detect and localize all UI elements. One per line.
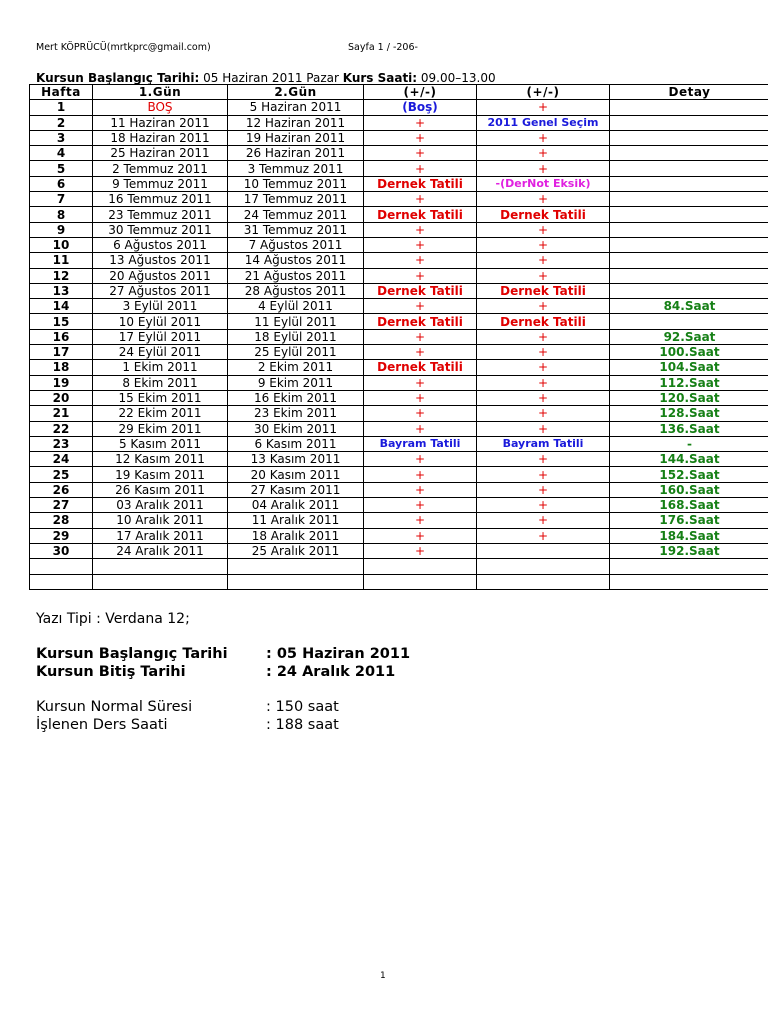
table-row (30, 467, 768, 482)
day1-cell: 5 Kasım 2011 (93, 436, 228, 451)
status1-cell: + (364, 222, 477, 237)
day1-cell: 25 Haziran 2011 (93, 146, 228, 161)
detail-cell: 104.Saat (610, 360, 768, 375)
day2-cell (228, 574, 364, 589)
summary-start-label: Kursun Başlangıç Tarihi (36, 646, 228, 662)
summary-taught (36, 717, 339, 733)
week-cell: 26 (30, 482, 93, 497)
detail-cell (610, 207, 768, 222)
table-row (30, 543, 768, 558)
status2-cell: -(DerNot Eksik) (477, 176, 610, 191)
status2-cell: 2011 Genel Seçim (477, 115, 610, 130)
week-cell: 11 (30, 253, 93, 268)
day2-cell: 6 Kasım 2011 (228, 436, 364, 451)
col-header-status1: (+/-) (364, 85, 477, 100)
status2-cell (477, 543, 610, 558)
summary-start-value: : 05 Haziran 2011 (266, 646, 411, 662)
table-row (30, 283, 768, 298)
table-row (30, 161, 768, 176)
table-row (30, 222, 768, 237)
status1-cell: + (364, 513, 477, 528)
status2-cell: + (477, 130, 610, 145)
day1-cell: 13 Ağustos 2011 (93, 253, 228, 268)
course-time-value: 09.00–13.00 (417, 71, 496, 85)
day1-cell: 24 Aralık 2011 (93, 543, 228, 558)
course-info-line (36, 71, 496, 85)
col-header-detail: Detay (610, 85, 768, 100)
day2-cell: 19 Haziran 2011 (228, 130, 364, 145)
status2-cell: + (477, 237, 610, 252)
detail-cell (610, 237, 768, 252)
status1-cell: Dernek Tatili (364, 283, 477, 298)
status2-cell: + (477, 192, 610, 207)
week-cell: 15 (30, 314, 93, 329)
status2-cell: + (477, 222, 610, 237)
detail-cell: 144.Saat (610, 452, 768, 467)
day1-cell: 9 Temmuz 2011 (93, 176, 228, 191)
week-cell: 16 (30, 329, 93, 344)
day2-cell: 18 Eylül 2011 (228, 329, 364, 344)
status2-cell: + (477, 345, 610, 360)
day2-cell: 24 Temmuz 2011 (228, 207, 364, 222)
day1-cell: 10 Aralık 2011 (93, 513, 228, 528)
week-cell: 12 (30, 268, 93, 283)
day1-cell: 17 Aralık 2011 (93, 528, 228, 543)
week-cell (30, 574, 93, 589)
day2-cell: 5 Haziran 2011 (228, 100, 364, 115)
table-row (30, 146, 768, 161)
day2-cell: 21 Ağustos 2011 (228, 268, 364, 283)
table-row (30, 559, 768, 574)
week-cell: 28 (30, 513, 93, 528)
status1-cell: + (364, 268, 477, 283)
status2-cell: + (477, 467, 610, 482)
status2-cell: + (477, 100, 610, 115)
day1-cell: 03 Aralık 2011 (93, 498, 228, 513)
table-row (30, 237, 768, 252)
status2-cell: + (477, 482, 610, 497)
table-row (30, 314, 768, 329)
day1-cell: 3 Eylül 2011 (93, 299, 228, 314)
detail-cell: 120.Saat (610, 390, 768, 405)
week-cell: 10 (30, 237, 93, 252)
day1-cell: 24 Eylül 2011 (93, 345, 228, 360)
status1-cell: + (364, 146, 477, 161)
header-author: Mert KÖPRÜCÜ(mrtkprc@gmail.com) (36, 42, 211, 53)
status2-cell: + (477, 299, 610, 314)
table-row (30, 192, 768, 207)
week-cell: 13 (30, 283, 93, 298)
status1-cell: + (364, 482, 477, 497)
day1-cell: 20 Ağustos 2011 (93, 268, 228, 283)
week-cell: 20 (30, 390, 93, 405)
day1-cell (93, 559, 228, 574)
detail-cell: 176.Saat (610, 513, 768, 528)
week-cell: 25 (30, 467, 93, 482)
status1-cell: Dernek Tatili (364, 360, 477, 375)
day2-cell (228, 559, 364, 574)
summary-taught-label: İşlenen Ders Saati (36, 717, 168, 733)
status2-cell: + (477, 161, 610, 176)
detail-cell (610, 146, 768, 161)
detail-cell: 192.Saat (610, 543, 768, 558)
status2-cell: + (477, 253, 610, 268)
status2-cell: + (477, 513, 610, 528)
course-time-label: Kurs Saati: (342, 71, 418, 85)
week-cell: 23 (30, 436, 93, 451)
day1-cell: 6 Ağustos 2011 (93, 237, 228, 252)
col-header-status2: (+/-) (477, 85, 610, 100)
status2-cell: + (477, 390, 610, 405)
detail-cell (610, 176, 768, 191)
status1-cell: + (364, 528, 477, 543)
day1-cell: 30 Temmuz 2011 (93, 222, 228, 237)
day2-cell: 2 Ekim 2011 (228, 360, 364, 375)
status1-cell: + (364, 130, 477, 145)
table-row (30, 528, 768, 543)
status1-cell: + (364, 498, 477, 513)
day2-cell: 17 Temmuz 2011 (228, 192, 364, 207)
day2-cell: 11 Eylül 2011 (228, 314, 364, 329)
status1-cell: + (364, 299, 477, 314)
table-row (30, 406, 768, 421)
detail-cell: 92.Saat (610, 329, 768, 344)
summary-end-label: Kursun Bitiş Tarihi (36, 664, 186, 680)
table-row (30, 299, 768, 314)
week-cell: 2 (30, 115, 93, 130)
table-row (30, 513, 768, 528)
status1-cell: (Boş) (364, 100, 477, 115)
status1-cell: + (364, 421, 477, 436)
status1-cell: + (364, 543, 477, 558)
day2-cell: 27 Kasım 2011 (228, 482, 364, 497)
detail-cell: 112.Saat (610, 375, 768, 390)
table-row (30, 452, 768, 467)
status1-cell: + (364, 329, 477, 344)
day2-cell: 7 Ağustos 2011 (228, 237, 364, 252)
status2-cell: + (477, 375, 610, 390)
day2-cell: 16 Ekim 2011 (228, 390, 364, 405)
week-cell: 3 (30, 130, 93, 145)
week-cell (30, 559, 93, 574)
status2-cell (477, 574, 610, 589)
week-cell: 8 (30, 207, 93, 222)
col-header-day1: 1.Gün (93, 85, 228, 100)
week-cell: 21 (30, 406, 93, 421)
week-cell: 14 (30, 299, 93, 314)
detail-cell: 136.Saat (610, 421, 768, 436)
detail-cell: - (610, 436, 768, 451)
day1-cell: 17 Eylül 2011 (93, 329, 228, 344)
header-page: Sayfa 1 / -206- (348, 42, 418, 53)
status2-cell: + (477, 421, 610, 436)
day1-cell: 23 Temmuz 2011 (93, 207, 228, 222)
status2-cell: Bayram Tatili (477, 436, 610, 451)
week-cell: 5 (30, 161, 93, 176)
status2-cell: + (477, 498, 610, 513)
week-cell: 1 (30, 100, 93, 115)
table-row (30, 329, 768, 344)
status1-cell: + (364, 161, 477, 176)
day2-cell: 25 Eylül 2011 (228, 345, 364, 360)
day2-cell: 14 Ağustos 2011 (228, 253, 364, 268)
table-row (30, 130, 768, 145)
day1-cell: 11 Haziran 2011 (93, 115, 228, 130)
week-cell: 6 (30, 176, 93, 191)
summary-normal-label: Kursun Normal Süresi (36, 699, 193, 715)
detail-cell (610, 283, 768, 298)
status1-cell: + (364, 237, 477, 252)
table-row (30, 268, 768, 283)
status1-cell: + (364, 452, 477, 467)
day2-cell: 13 Kasım 2011 (228, 452, 364, 467)
detail-cell (610, 574, 768, 589)
day1-cell: 19 Kasım 2011 (93, 467, 228, 482)
course-start-value: 05 Haziran 2011 Pazar (199, 71, 343, 85)
detail-cell (610, 253, 768, 268)
status2-cell: + (477, 329, 610, 344)
status2-cell: + (477, 268, 610, 283)
day2-cell: 12 Haziran 2011 (228, 115, 364, 130)
week-cell: 27 (30, 498, 93, 513)
day1-cell: 8 Ekim 2011 (93, 375, 228, 390)
detail-cell: 160.Saat (610, 482, 768, 497)
day1-cell (93, 574, 228, 589)
col-header-day2: 2.Gün (228, 85, 364, 100)
status2-cell: Dernek Tatili (477, 314, 610, 329)
table-row (30, 115, 768, 130)
day2-cell: 11 Aralık 2011 (228, 513, 364, 528)
day1-cell: 12 Kasım 2011 (93, 452, 228, 467)
course-start-label: Kursun Başlangıç Tarihi: (36, 71, 200, 85)
detail-cell (610, 314, 768, 329)
day2-cell: 26 Haziran 2011 (228, 146, 364, 161)
day1-cell: 2 Temmuz 2011 (93, 161, 228, 176)
status1-cell: + (364, 253, 477, 268)
table-row (30, 253, 768, 268)
detail-cell: 128.Saat (610, 406, 768, 421)
detail-cell (610, 115, 768, 130)
week-cell: 18 (30, 360, 93, 375)
day2-cell: 25 Aralık 2011 (228, 543, 364, 558)
day2-cell: 10 Temmuz 2011 (228, 176, 364, 191)
week-cell: 9 (30, 222, 93, 237)
summary-normal-value: : 150 saat (266, 699, 339, 715)
detail-cell (610, 130, 768, 145)
status1-cell: + (364, 406, 477, 421)
status1-cell: + (364, 467, 477, 482)
status2-cell: Dernek Tatili (477, 207, 610, 222)
table-row (30, 360, 768, 375)
table-row (30, 375, 768, 390)
week-cell: 4 (30, 146, 93, 161)
week-cell: 19 (30, 375, 93, 390)
detail-cell: 100.Saat (610, 345, 768, 360)
day1-cell: 10 Eylül 2011 (93, 314, 228, 329)
day2-cell: 23 Ekim 2011 (228, 406, 364, 421)
week-cell: 17 (30, 345, 93, 360)
detail-cell: 152.Saat (610, 467, 768, 482)
table-row (30, 207, 768, 222)
detail-cell: 168.Saat (610, 498, 768, 513)
week-cell: 24 (30, 452, 93, 467)
day1-cell: 18 Haziran 2011 (93, 130, 228, 145)
table-row (30, 345, 768, 360)
day1-cell: BOŞ (93, 100, 228, 115)
table-row (30, 574, 768, 589)
table-row (30, 390, 768, 405)
table-row (30, 176, 768, 191)
summary-normal (36, 699, 339, 715)
summary-end (36, 664, 395, 680)
col-header-week: Hafta (30, 85, 93, 100)
day2-cell: 18 Aralık 2011 (228, 528, 364, 543)
status2-cell: + (477, 528, 610, 543)
table-row (30, 100, 768, 115)
day1-cell: 15 Ekim 2011 (93, 390, 228, 405)
status2-cell: + (477, 360, 610, 375)
detail-cell (610, 268, 768, 283)
day1-cell: 16 Temmuz 2011 (93, 192, 228, 207)
day2-cell: 30 Ekim 2011 (228, 421, 364, 436)
status2-cell: + (477, 452, 610, 467)
table-header-row (30, 85, 768, 100)
detail-cell (610, 100, 768, 115)
day1-cell: 29 Ekim 2011 (93, 421, 228, 436)
week-cell: 22 (30, 421, 93, 436)
status1-cell: Dernek Tatili (364, 207, 477, 222)
day2-cell: 28 Ağustos 2011 (228, 283, 364, 298)
status1-cell: + (364, 375, 477, 390)
status1-cell: + (364, 192, 477, 207)
status2-cell: Dernek Tatili (477, 283, 610, 298)
status1-cell: Bayram Tatili (364, 436, 477, 451)
day2-cell: 3 Temmuz 2011 (228, 161, 364, 176)
table-row (30, 421, 768, 436)
day1-cell: 22 Ekim 2011 (93, 406, 228, 421)
detail-cell (610, 161, 768, 176)
status1-cell (364, 574, 477, 589)
detail-cell (610, 559, 768, 574)
status2-cell: + (477, 406, 610, 421)
day2-cell: 20 Kasım 2011 (228, 467, 364, 482)
footer-page-number: 1 (380, 971, 386, 981)
summary-end-value: : 24 Aralık 2011 (266, 664, 396, 680)
status1-cell: Dernek Tatili (364, 176, 477, 191)
status1-cell: Dernek Tatili (364, 314, 477, 329)
status1-cell: + (364, 115, 477, 130)
day2-cell: 9 Ekim 2011 (228, 375, 364, 390)
day2-cell: 31 Temmuz 2011 (228, 222, 364, 237)
status1-cell (364, 559, 477, 574)
day2-cell: 04 Aralık 2011 (228, 498, 364, 513)
detail-cell (610, 222, 768, 237)
table-row (30, 482, 768, 497)
day2-cell: 4 Eylül 2011 (228, 299, 364, 314)
table-row (30, 436, 768, 451)
day1-cell: 26 Kasım 2011 (93, 482, 228, 497)
status2-cell: + (477, 146, 610, 161)
detail-cell (610, 192, 768, 207)
week-cell: 7 (30, 192, 93, 207)
status1-cell: + (364, 390, 477, 405)
table-row (30, 498, 768, 513)
week-cell: 30 (30, 543, 93, 558)
detail-cell: 184.Saat (610, 528, 768, 543)
status1-cell: + (364, 345, 477, 360)
day1-cell: 1 Ekim 2011 (93, 360, 228, 375)
font-note: Yazı Tipi : Verdana 12; (36, 611, 190, 627)
week-cell: 29 (30, 528, 93, 543)
status2-cell (477, 559, 610, 574)
summary-start (36, 646, 410, 662)
summary-taught-value: : 188 saat (266, 717, 339, 733)
day1-cell: 27 Ağustos 2011 (93, 283, 228, 298)
detail-cell: 84.Saat (610, 299, 768, 314)
schedule-table (29, 84, 768, 590)
